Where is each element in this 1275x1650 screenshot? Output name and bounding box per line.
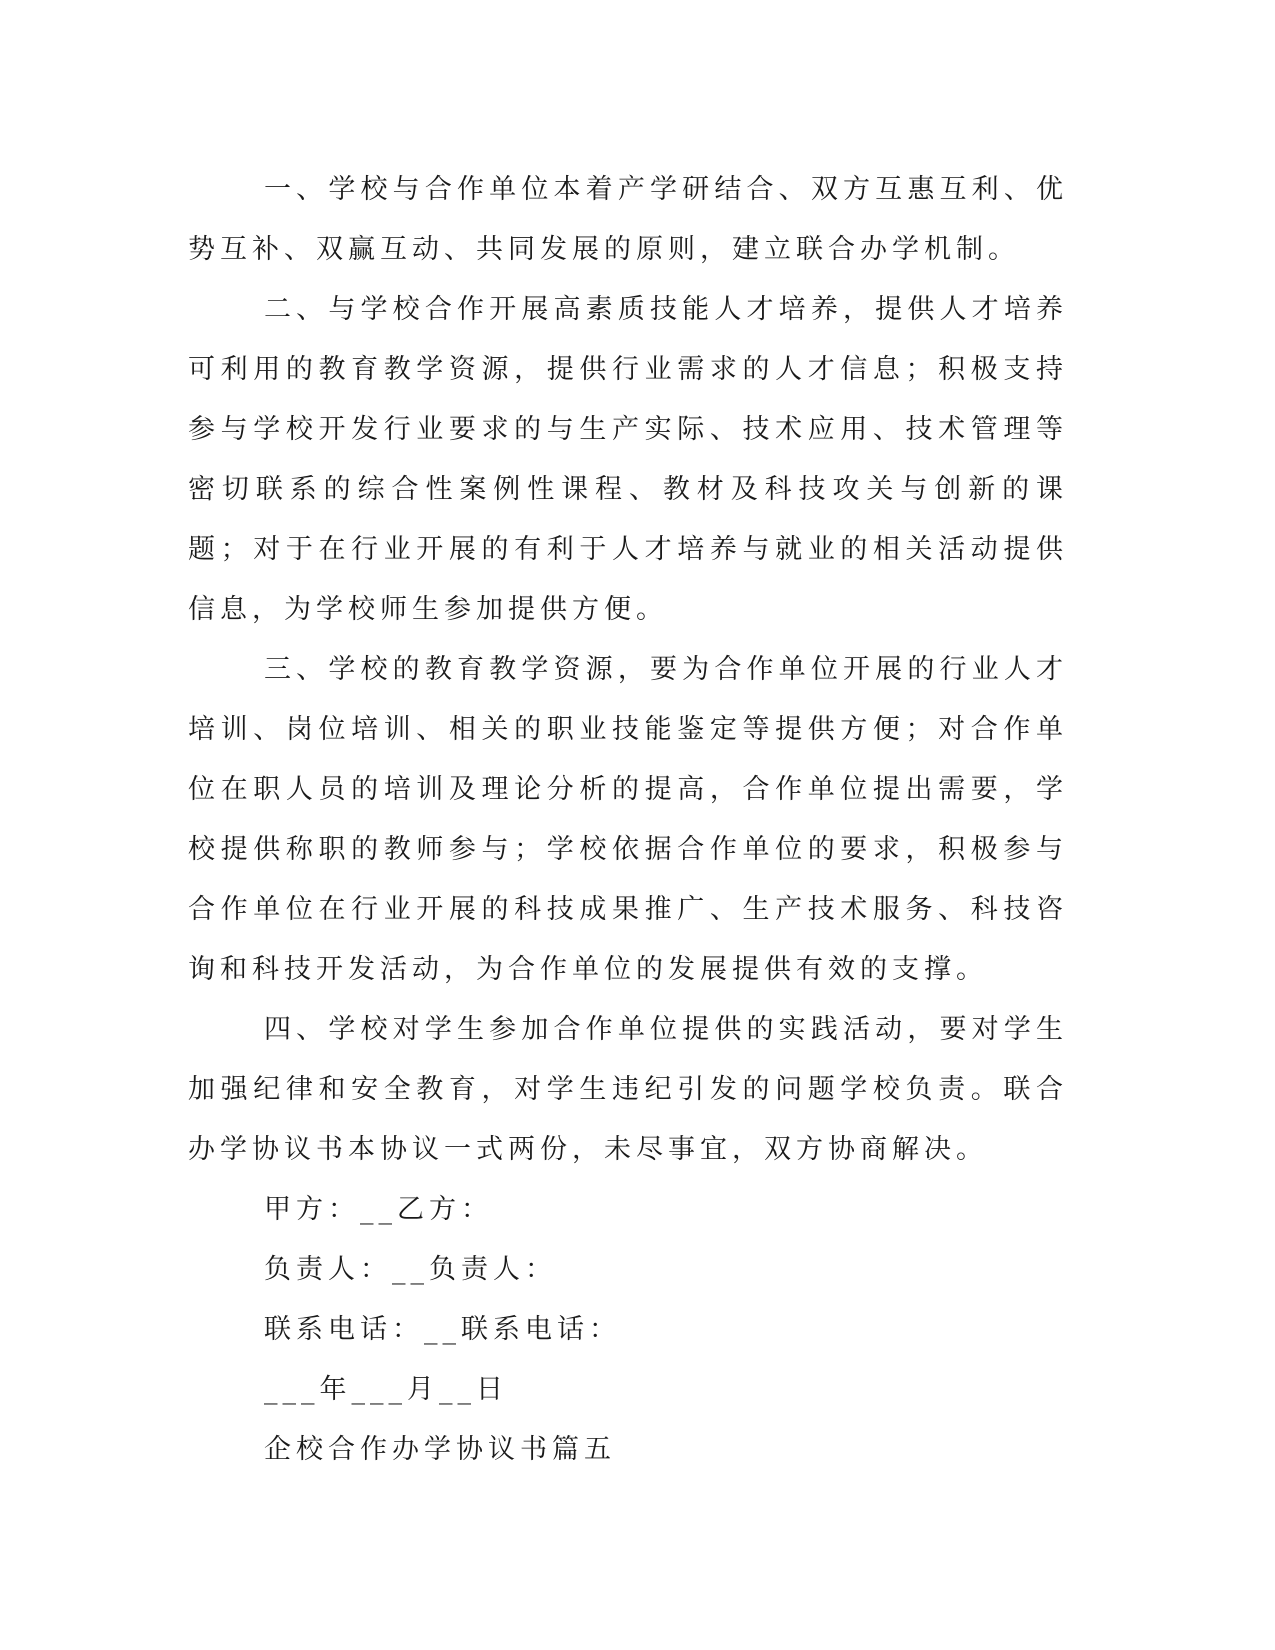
clause-1-paragraph: 一、学校与合作单位本着产学研结合、双方互惠互利、优势互补、双赢互动、共同发展的原则，建立联合办学机制。	[188, 174, 1068, 265]
clause-4-paragraph: 四、学校对学生参加合作单位提供的实践活动，要对学生加强纪律和安全教育，对学生违纪引发的问题学校负责。联合办学协议书本协议一式两份，未尽事宜，双方协商解决。	[188, 1014, 1068, 1165]
clause-3-paragraph: 三、学校的教育教学资源，要为合作单位开展的行业人才培训、岗位培训、相关的职业技能鉴定等提供方便；对合作单位在职人员的培训及理论分析的提高，合作单位提出需要，学校提供称职的教师参与；学校依据合作单位的要求，积极参与合作单位在行业开展的科技成果推广、生产技术服务、科技咨询和科技开发活动，为合作单位的发展提供有效的支撑。	[188, 654, 1068, 985]
document-body	[188, 160, 1068, 1480]
party-line: 甲方：__乙方：	[264, 1194, 493, 1225]
next-section-title: 企校合作办学协议书篇五	[264, 1434, 616, 1465]
clause-2-paragraph: 二、与学校合作开展高素质技能人才培养，提供人才培养可利用的教育教学资源，提供行业需求的人才信息；积极支持参与学校开发行业要求的与生产实际、技术应用、技术管理等密切联系的综合性案例性课程、教材及科技攻关与创新的课题；对于在行业开展的有利于人才培养与就业的相关活动提供信息，为学校师生参加提供方便。	[188, 294, 1068, 625]
date-line: ___年___月__日	[264, 1374, 508, 1405]
responsible-person-line: 负责人：__负责人：	[264, 1254, 557, 1285]
contact-phone-line: 联系电话：__联系电话：	[264, 1314, 621, 1345]
